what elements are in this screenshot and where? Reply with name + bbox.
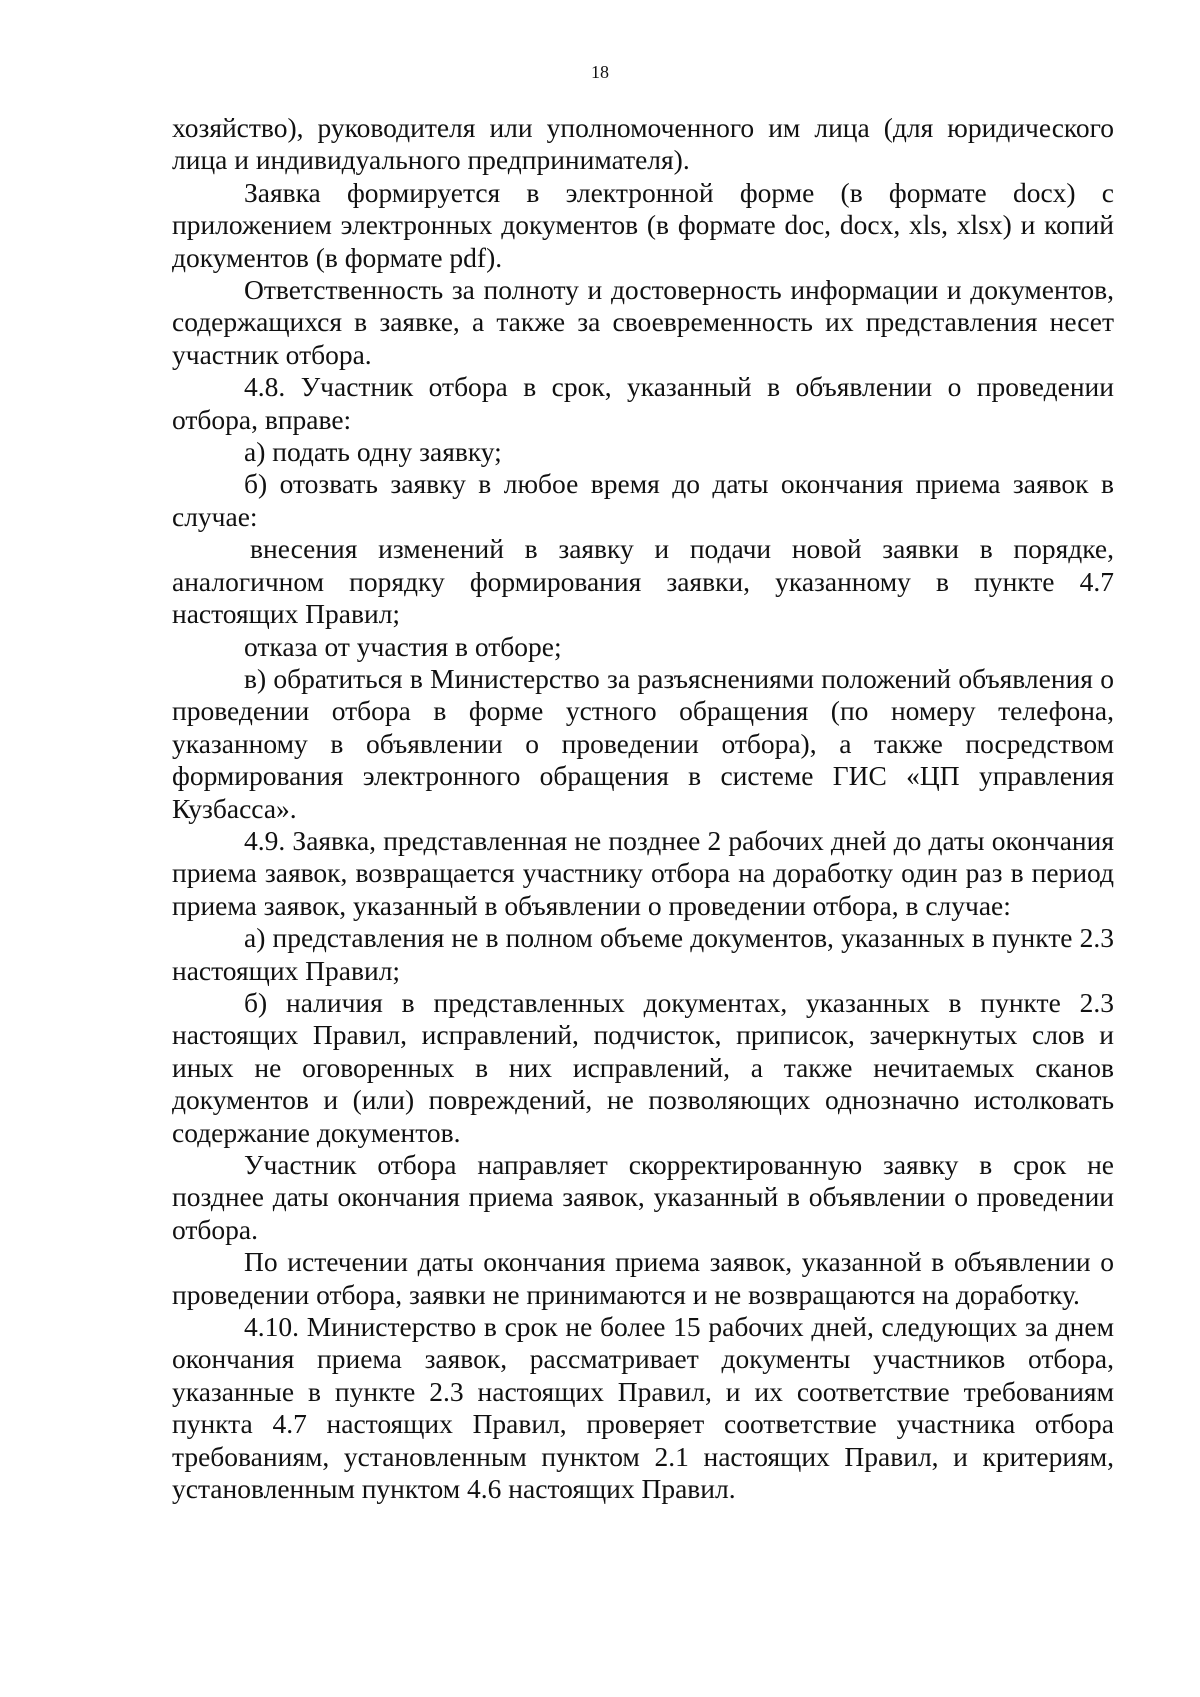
paragraph-4-10: 4.10. Министерство в срок не более 15 рабочих дней, следующих за днем окончания приема заявок, рассматривает документы участников отбора, указанные в пункте 2.3 настоящих Правил, и их соответствие требованиям пункта 4.7 настоящих Правил, проверяет соответствие участника отбора требованиям, установленным пунктом 2.1 настоящих Правил, и критериям, установленным пунктом 4.6 настоящих Правил. [172, 1311, 1114, 1505]
paragraph-corrected-application: Участник отбора направляет скорректированную заявку в срок не позднее даты окончания приема заявок, указанный в объявлении о проведении отбора. [172, 1149, 1114, 1245]
paragraph-4-9-b: б) наличия в представленных документах, указанных в пункте 2.3 настоящих Правил, исправлений, подчисток, приписок, зачеркнутых слов и иных не оговоренных в них исправлений, а также нечитаемых сканов документов и (или) повреждений, не позволяющих однозначно истолковать содержание документов. [172, 986, 1114, 1148]
paragraph-after-deadline: По истечении даты окончания приема заявок, указанной в объявлении о проведении отбора, заявки не принимаются и не возвращаются на доработку. [172, 1246, 1114, 1310]
paragraph-4-9-a: а) представления не в полном объеме документов, указанных в пункте 2.3 настоящих Правил; [172, 922, 1114, 986]
paragraph-application-format: Заявка формируется в электронной форме (в формате docx) с приложением электронных документов (в формате doc, docx, xls, xlsx) и копий документов (в формате pdf). [172, 176, 1114, 273]
paragraph-4-8-v: в) обратиться в Министерство за разъяснениями положений объявления о проведении отбора в форме устного обращения (по номеру телефона, указанному в объявлении о проведении отбора), а также посредством формирования электронного обращения в системе ГИС «ЦП управления Кузбасса». [172, 662, 1114, 824]
paragraph-4-8-b-changes: внесения изменений в заявку и подачи новой заявки в порядке, аналогичном порядку формирования заявки, указанному в пункте 4.7 настоящих Правил; [172, 533, 1114, 630]
document-body [172, 112, 1114, 1505]
paragraph-responsibility: Ответственность за полноту и достоверность информации и документов, содержащихся в заявке, а также за своевременность их представления несет участник отбора. [172, 274, 1114, 370]
paragraph-continuation: хозяйство), руководителя или уполномоченного им лица (для юридического лица и индивидуального предпринимателя). [172, 112, 1114, 176]
paragraph-4-8-a: а) подать одну заявку; [244, 436, 502, 468]
paragraph-4-9: 4.9. Заявка, представленная не позднее 2 рабочих дней до даты окончания приема заявок, возвращается участнику отбора на доработку один раз в период приема заявок, указанный в объявлении о проведении отбора, в случае: [172, 824, 1114, 921]
paragraph-4-8-b-refusal: отказа от участия в отборе; [244, 630, 562, 662]
paragraph-4-8: 4.8. Участник отбора в срок, указанный в объявлении о проведении отбора, вправе: [172, 371, 1114, 435]
page-number: 18 [591, 62, 609, 82]
paragraph-4-8-b: б) отозвать заявку в любое время до даты окончания приема заявок в случае: [172, 468, 1114, 532]
